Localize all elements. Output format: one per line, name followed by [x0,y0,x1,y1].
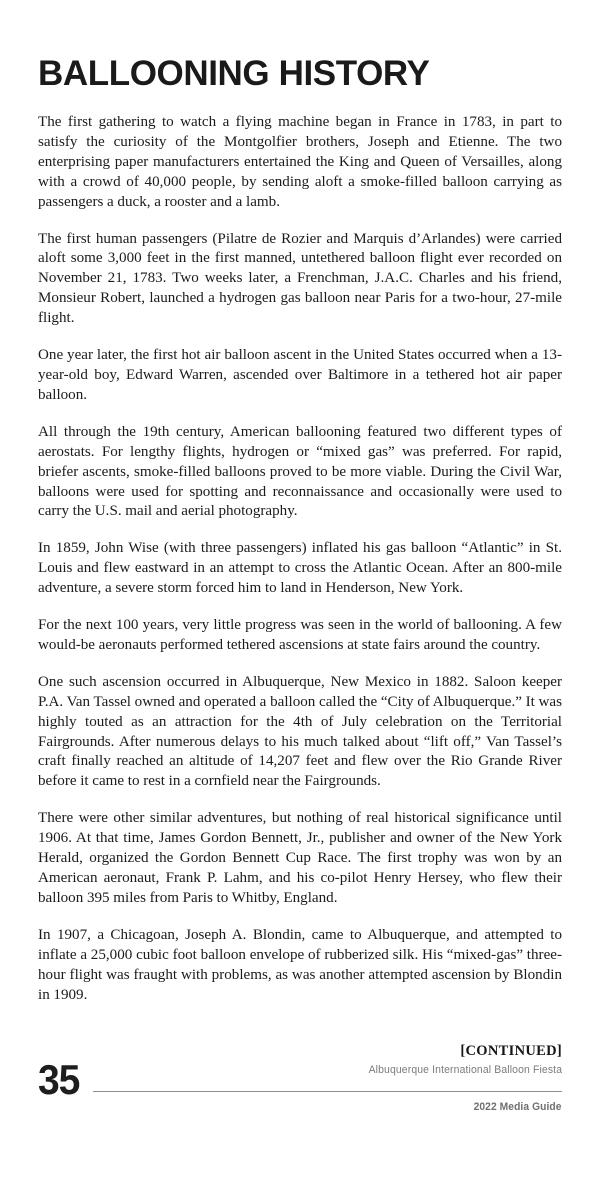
page-footer [0,1040,600,1200]
article-body [38,113,562,1005]
page-number: 35 [38,1056,80,1103]
paragraph: One such ascension occurred in Albuquerque, New Mexico in 1882. Saloon keeper P.A. Van Tassel owned and operated a balloon called the “City of Albuquerque.” It was highly touted as an attraction for the 4th of July celebration on the Territorial Fairgrounds. After numerous delays to his much talked about “lift off,” Van Tassel’s craft finally reached an altitude of 14,207 feet and flew over the Rio Grande River before it came to rest in a cornfield near the Fairgrounds. [38,673,562,790]
continued-label: [CONTINUED] [460,1043,562,1059]
publication-name: Albuquerque International Balloon Fiesta [368,1064,562,1076]
paragraph: All through the 19th century, American ballooning featured two different types of aerostats. For lengthy flights, hydrogen or “mixed gas” was preferred. For rapid, briefer ascents, smoke-filled balloons proved to be more viable. During the Civil War, balloons were used for spotting and reconnaissance and occasionally were used to carry the U.S. mail and aerial photography. [38,423,562,520]
paragraph: The first gathering to watch a flying machine began in France in 1783, in part to satisfy the curiosity of the Montgolfier brothers, Joseph and Etienne. The two enterprising paper manufacturers entertained the King and Queen of Versailles, along with a crowd of 40,000 people, by sending aloft a smoke-filled balloon carrying as passengers a duck, a rooster and a lamb. [38,114,562,210]
footer-divider [93,1091,562,1092]
paragraph: In 1907, a Chicagoan, Joseph A. Blondin, came to Albuquerque, and attempted to inflate a 25,000 cubic foot balloon envelope of rubberized silk. His “mixed-gas” three-hour flight was fraught with problems, as was another attempted ascension by Blondin in 1909. [38,926,562,1003]
paragraph: There were other similar adventures, but nothing of real historical significance until 1906. At that time, James Gordon Bennett, Jr., publisher and owner of the New York Herald, organized the Gordon Bennett Cup Race. The first trophy was won by an American aeronaut, Frank P. Lahm, and his co-pilot Henry Hersey, who flew their balloon 395 miles from Paris to Whitby, England. [38,810,562,906]
edition-label: 2022 Media Guide [474,1101,562,1113]
paragraph: In 1859, John Wise (with three passengers) inflated his gas balloon “Atlantic” in St. Louis and flew eastward in an attempt to cross the Atlantic Ocean. After an 800-mile adventure, a severe storm forced him to land in Henderson, New York. [38,540,562,597]
footer-content [38,1044,562,1128]
paragraph: One year later, the first hot air balloon ascent in the United States occurred when a 13-year-old boy, Edward Warren, ascended over Baltimore in a tethered hot air paper balloon. [38,347,562,403]
paragraph: For the next 100 years, very little progress was seen in the world of ballooning. A few would-be aeronauts performed tethered ascensions at state fairs around the country. [38,617,562,653]
page-title: BALLOONING HISTORY [38,54,430,93]
paragraph: The first human passengers (Pilatre de Rozier and Marquis d’Arlandes) were carried aloft some 3,000 feet in the first manned, untethered balloon flight ever recorded on November 21, 1783. Two weeks later, a Frenchman, J.A.C. Charles and his friend, Monsieur Robert, launched a hydrogen gas balloon near Paris for a two-hour, 27-mile flight. [38,230,562,327]
